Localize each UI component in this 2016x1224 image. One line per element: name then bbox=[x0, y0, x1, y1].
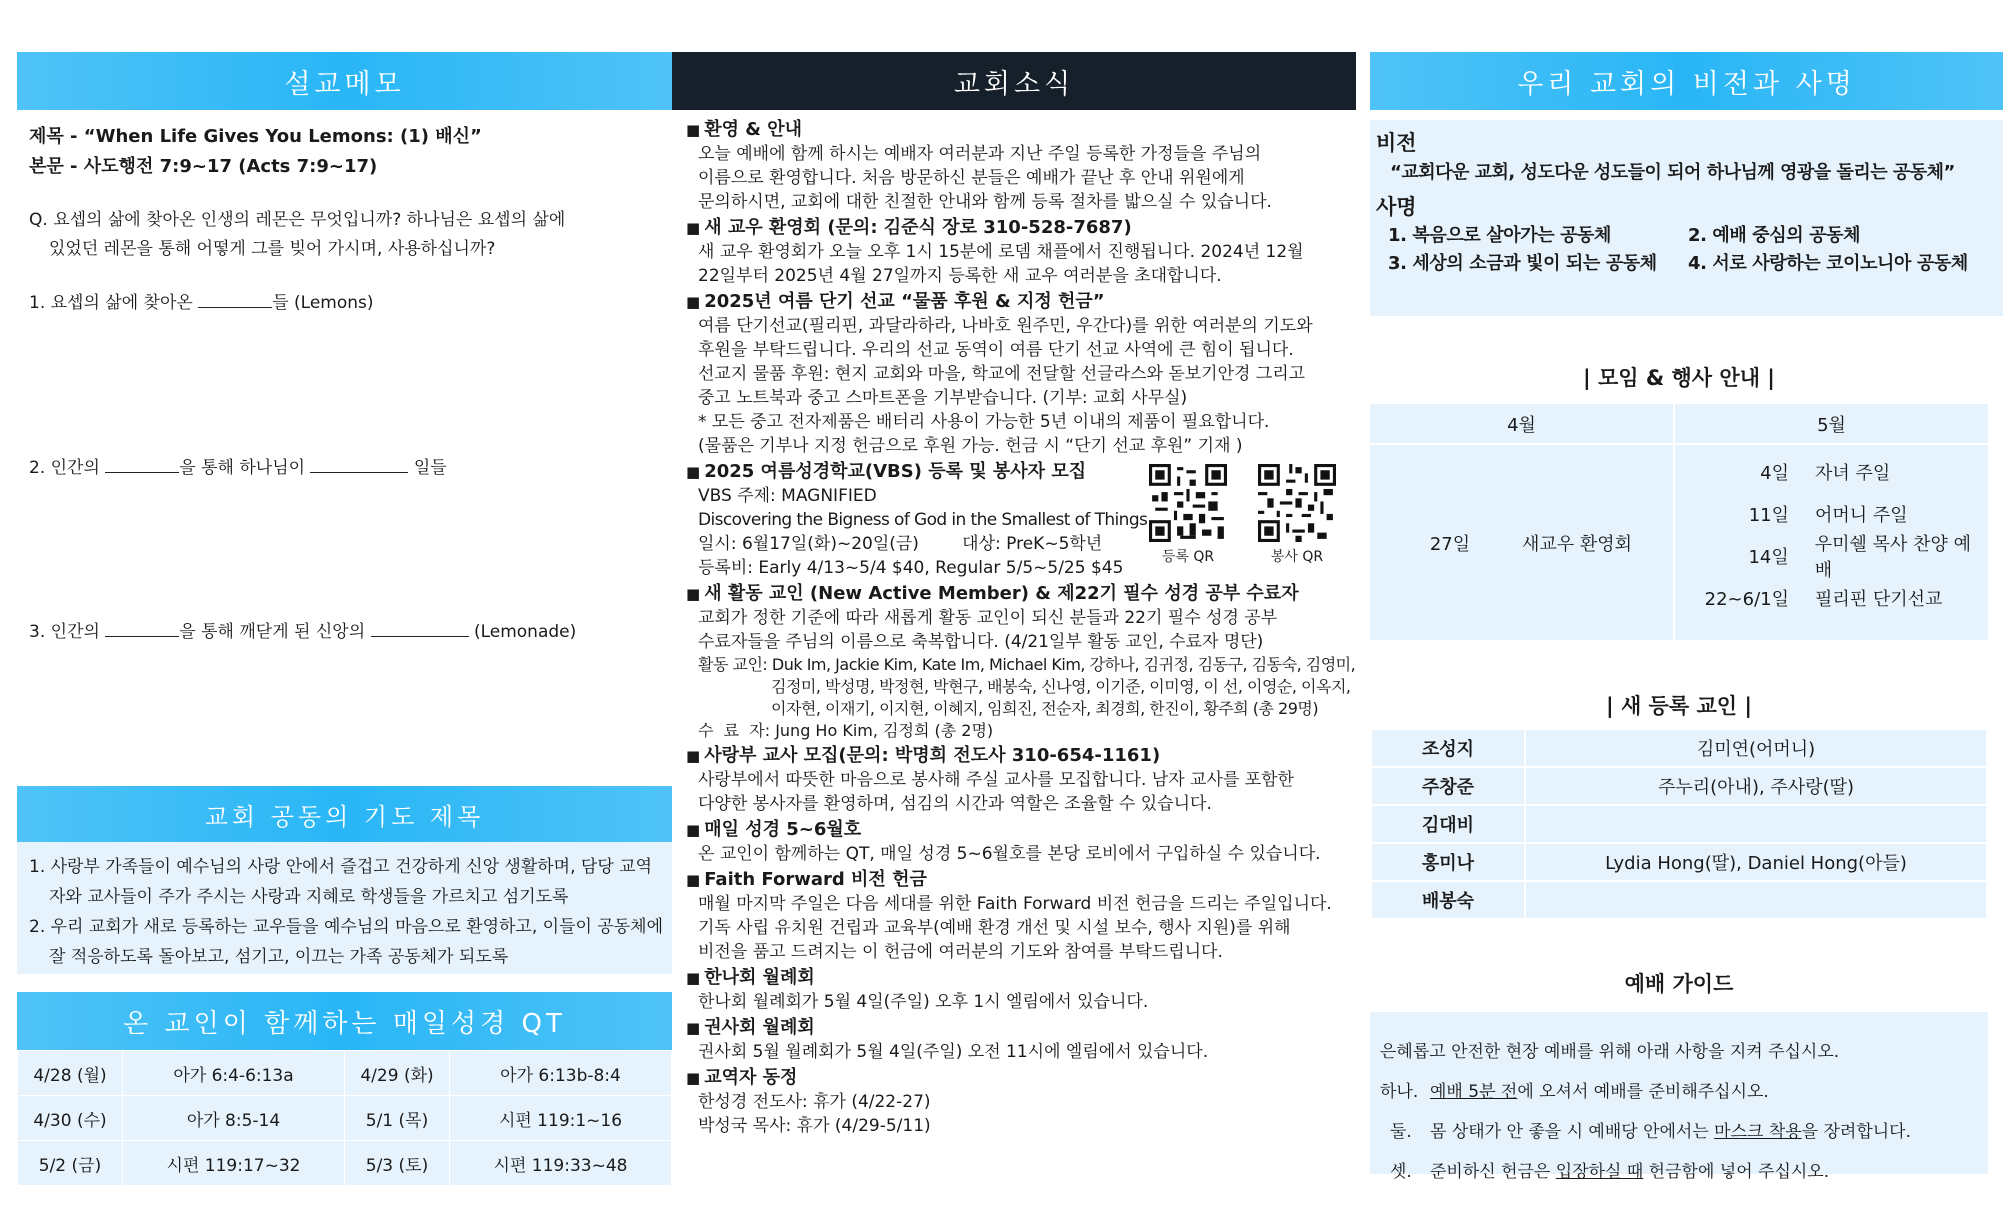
news-line: 한성경 전도사: 휴가 (4/22-27) bbox=[698, 1092, 931, 1112]
news-vbs bbox=[686, 460, 1356, 580]
news-line: 오늘 예배에 함께 하시는 예배자 여러분과 지난 주일 등록한 가정들을 주님의 bbox=[698, 144, 1262, 164]
guide-item bbox=[1380, 1152, 1988, 1192]
bullet-icon: ■ bbox=[686, 747, 701, 765]
table-row bbox=[18, 1141, 672, 1186]
memo-item-3-tail: (Lemonade) bbox=[473, 622, 577, 642]
news-heading: 권사회 월례회 bbox=[704, 1017, 815, 1038]
news-heading: 2025년 여름 단기 선교 “물품 후원 & 지정 헌금” bbox=[704, 291, 1105, 312]
news-hannah-meeting bbox=[686, 966, 1356, 1014]
guide-text: 준비하신 헌금은 bbox=[1430, 1162, 1556, 1182]
fill-blank[interactable] bbox=[198, 290, 272, 308]
event-date: 14일 bbox=[1748, 547, 1789, 568]
fill-blank[interactable] bbox=[105, 619, 179, 637]
mission-item: 1. 복음으로 살아가는 공동체 bbox=[1388, 225, 1612, 246]
bullet-icon: ■ bbox=[686, 293, 701, 311]
event-date: 4일 bbox=[1760, 463, 1789, 484]
table-row bbox=[1371, 729, 1987, 767]
event-date: 27일 bbox=[1429, 533, 1471, 555]
events-header: | 모임 & 행사 안내 | bbox=[1583, 366, 1775, 390]
memo-item-3-mid: 을 통해 깨닫게 된 신앙의 bbox=[179, 622, 366, 642]
registrant-family: 주누리(아내), 주사랑(딸) bbox=[1525, 767, 1987, 805]
guide-emphasis: 예배 5분 전 bbox=[1430, 1082, 1518, 1102]
new-registrants-table bbox=[1370, 728, 1988, 920]
table-row bbox=[18, 1051, 672, 1096]
fill-blank[interactable] bbox=[310, 455, 408, 473]
registrant-name: 조성지 bbox=[1371, 729, 1525, 767]
qt-passage: 시편 119:33~48 bbox=[450, 1141, 672, 1186]
news-body bbox=[686, 606, 1356, 654]
may-event-row bbox=[1675, 451, 1988, 493]
news-line: 기독 사립 유치원 건립과 교육부(예배 환경 개선 및 시설 보수, 행사 지원)를 위해 bbox=[698, 918, 1291, 938]
mission-label: 사명 bbox=[1376, 195, 1417, 219]
news-body bbox=[686, 142, 1356, 214]
events-col-may: 5월 bbox=[1674, 404, 1988, 444]
news-list bbox=[672, 110, 1356, 1138]
guide-emphasis: 마스크 착용 bbox=[1714, 1122, 1802, 1142]
news-body bbox=[686, 842, 1356, 866]
member-lists bbox=[686, 654, 1356, 742]
mission-item: 4. 서로 사랑하는 코이노니아 공동체 bbox=[1688, 253, 1968, 274]
guide-item bbox=[1380, 1072, 1988, 1112]
event-name: 어머니 주일 bbox=[1815, 505, 1908, 526]
memo-item-1-text: 1. 요셉의 삶에 찾아온 bbox=[29, 293, 193, 313]
news-line: 비전을 품고 드려지는 이 헌금에 여러분의 기도와 참여를 부탁드립니다. bbox=[698, 942, 1223, 962]
memo-item-3 bbox=[29, 617, 576, 642]
qt-passage: 아가 6:13b-8:4 bbox=[450, 1051, 672, 1096]
left-column bbox=[17, 52, 672, 1192]
news-line: 선교지 물품 후원: 현지 교회와 마을, 학교에 전달할 선글라스와 돋보기안경 그리고 bbox=[698, 364, 1306, 384]
sermon-memo-header: 설교메모 bbox=[17, 52, 672, 110]
memo-item-2-mid: 을 통해 하나님이 bbox=[179, 458, 306, 478]
bullet-icon: ■ bbox=[686, 969, 701, 987]
question-line-1: Q. 요셉의 삶에 찾아온 인생의 레몬은 무엇입니까? 하나님은 요셉의 삶에 bbox=[29, 210, 566, 230]
news-heading: Faith Forward 비전 헌금 bbox=[704, 869, 927, 890]
registrant-name: 주창준 bbox=[1371, 767, 1525, 805]
table-row bbox=[1370, 444, 1988, 640]
prayer-item: 2. 우리 교회가 새로 등록하는 교우들을 예수님의 마음으로 환영하고, 이들이 공동체에 잘 적응하도록 돌아보고, 섬기고, 이끄는 가족 공동체가 되도록 bbox=[29, 917, 664, 967]
bullet-icon: ■ bbox=[686, 219, 701, 237]
qt-passage: 아가 8:5-14 bbox=[123, 1096, 345, 1141]
may-event-row bbox=[1675, 577, 1988, 619]
qt-section bbox=[17, 992, 672, 1186]
mission-item: 2. 예배 중심의 공동체 bbox=[1688, 225, 1861, 246]
qt-header: 온 교인이 함께하는 매일성경 QT bbox=[17, 992, 672, 1050]
guide-number: 셋. bbox=[1390, 1162, 1412, 1182]
vision-mission-header: 우리 교회의 비전과 사명 bbox=[1370, 52, 2003, 110]
volunteer-qr-code[interactable] bbox=[1258, 464, 1336, 542]
guide-number: 둘. bbox=[1390, 1122, 1412, 1142]
right-column bbox=[1370, 52, 2003, 1192]
sermon-scripture: 본문 - 사도행전 7:9~17 (Acts 7:9~17) bbox=[29, 156, 378, 177]
question-line-2: 있었던 레몬을 통해 어떻게 그를 빚어 가시며, 사용하십니까? bbox=[49, 239, 496, 259]
middle-column bbox=[672, 52, 1356, 1192]
news-body bbox=[686, 892, 1356, 964]
news-line: 교회가 정한 기준에 따라 새롭게 활동 교인이 되신 분들과 22기 필수 성경 공부 bbox=[698, 608, 1278, 628]
guide-text: 몸 상태가 안 좋을 시 예배당 안에서는 bbox=[1430, 1122, 1715, 1142]
memo-item-1-tail: 들 (Lemons) bbox=[272, 293, 374, 313]
mission-list bbox=[1376, 222, 1997, 278]
sermon-title: 제목 - “When Life Gives You Lemons: (1) 배신” bbox=[29, 126, 482, 147]
worship-guide-box bbox=[1370, 1012, 1988, 1182]
qt-date: 5/2 (금) bbox=[18, 1141, 123, 1186]
qt-date: 5/1 (목) bbox=[345, 1096, 450, 1141]
news-heading: 2025 여름성경학교(VBS) 등록 및 봉사자 모집 bbox=[704, 461, 1087, 482]
qt-passage: 시편 119:1~16 bbox=[450, 1096, 672, 1141]
prayer-item: 1. 사랑부 가족들이 예수님의 사랑 안에서 즐겁고 건강하게 신앙 생활하며, 담당 교역자와 교사들이 주가 주시는 사랑과 지혜로 학생들을 가르치고 섬기도록 bbox=[29, 857, 652, 907]
table-row bbox=[1371, 805, 1987, 843]
bullet-icon: ■ bbox=[686, 871, 701, 889]
april-events bbox=[1370, 444, 1674, 640]
vision-label: 비전 bbox=[1376, 131, 1417, 155]
guide-intro: 은혜롭고 안전한 현장 예배를 위해 아래 사항을 지켜 주십시오. bbox=[1380, 1042, 1840, 1062]
news-heading: 한나회 월례회 bbox=[704, 967, 815, 988]
news-line: 한나회 월례회가 5월 4일(주일) 오후 1시 엘림에서 있습니다. bbox=[698, 992, 1149, 1012]
memo-item-2-tail: 일들 bbox=[413, 458, 447, 478]
may-event-row bbox=[1675, 534, 1988, 581]
registration-qr-code[interactable] bbox=[1149, 464, 1227, 542]
news-heading: 새 활동 교인 (New Active Member) & 제22기 필수 성경 공부 수료자 bbox=[704, 583, 1299, 604]
event-date: 11일 bbox=[1748, 505, 1789, 526]
registrant-family: Lydia Hong(딸), Daniel Hong(아들) bbox=[1525, 843, 1987, 881]
news-line: * 모든 중고 전자제품은 배터리 사용이 가능한 5년 이내의 제품이 필요합니다. bbox=[698, 412, 1270, 432]
sermon-title-block bbox=[29, 122, 672, 182]
qt-date: 4/30 (수) bbox=[18, 1096, 123, 1141]
memo-item-2-text: 2. 인간의 bbox=[29, 458, 100, 478]
bullet-icon: ■ bbox=[686, 585, 701, 603]
event-name: 우미쉘 목사 찬양 예배 bbox=[1814, 534, 1972, 581]
news-line: 매월 마지막 주일은 다음 세대를 위한 Faith Forward 비전 헌금을 드리는 주일입니다. bbox=[698, 894, 1332, 914]
may-events bbox=[1674, 444, 1988, 640]
qt-date: 5/3 (토) bbox=[345, 1141, 450, 1186]
bullet-icon: ■ bbox=[686, 1019, 701, 1037]
bullet-icon: ■ bbox=[686, 821, 701, 839]
qt-passage: 아가 6:4-6:13a bbox=[123, 1051, 345, 1096]
active-member-list: 활동 교인: Duk Im, Jackie Kim, Kate Im, Michael Kim, 강하나, 김귀정, 김동구, 김동숙, 김영미, 김정미, 박성명, 박정현, 박현구, 배봉숙, 신나영, 이기준, 이미영, 이 선, 이영순, 이옥지, 이자현, 이재기, 이지현, 이혜지, 임희진, 전순자, 최경희, 한진이, 황주희 (총 29명) bbox=[698, 655, 1356, 718]
memo-item-1 bbox=[29, 288, 374, 313]
event-name: 새교우 환영회 bbox=[1522, 533, 1633, 555]
news-body bbox=[686, 484, 1356, 580]
new-registrants-header: | 새 등록 교인 | bbox=[1605, 694, 1752, 718]
news-active-members bbox=[686, 582, 1356, 742]
news-line: 사랑부에서 따뜻한 마음으로 봉사해 주실 교사를 모집합니다. 남자 교사를 포함한 bbox=[698, 770, 1294, 790]
registrant-family: 김미연(어머니) bbox=[1525, 729, 1987, 767]
news-heading: 환영 & 안내 bbox=[704, 119, 802, 140]
prayer-section bbox=[17, 786, 672, 974]
event-name: 필리핀 단기선교 bbox=[1815, 589, 1943, 610]
registrant-family bbox=[1525, 805, 1987, 843]
news-line: VBS 주제: MAGNIFIED bbox=[698, 486, 877, 506]
news-line: (물품은 기부나 지정 헌금으로 후원 가능. 헌금 시 “단기 선교 후원” 기재 ) bbox=[698, 436, 1243, 456]
news-deaconess-meeting bbox=[686, 1016, 1356, 1064]
prayer-header: 교회 공동의 기도 제목 bbox=[17, 786, 672, 842]
news-new-member-welcome bbox=[686, 216, 1356, 288]
event-date: 22~6/1일 bbox=[1704, 589, 1789, 610]
fill-blank[interactable] bbox=[371, 619, 469, 637]
news-body bbox=[686, 314, 1356, 458]
memo-item-2 bbox=[29, 453, 447, 478]
vision-mission-box bbox=[1370, 120, 2003, 316]
bullet-icon: ■ bbox=[686, 121, 701, 139]
table-row bbox=[1371, 843, 1987, 881]
table-row bbox=[1370, 404, 1988, 444]
prayer-list bbox=[17, 842, 672, 972]
church-news-header: 교회소식 bbox=[672, 52, 1356, 110]
qt-date: 4/28 (월) bbox=[18, 1051, 123, 1096]
news-heading: 교역자 동정 bbox=[704, 1067, 798, 1088]
news-line: 박성국 목사: 휴가 (4/29-5/11) bbox=[698, 1116, 931, 1136]
news-body bbox=[686, 768, 1356, 816]
news-summer-mission bbox=[686, 290, 1356, 458]
events-table bbox=[1370, 404, 1988, 640]
news-line: 새 교우 환영회가 오늘 오후 1시 15분에 로뎀 채플에서 진행됩니다. 2024년 12월 bbox=[698, 242, 1304, 262]
news-faith-forward bbox=[686, 868, 1356, 964]
fill-blank[interactable] bbox=[105, 455, 179, 473]
sermon-question bbox=[29, 206, 672, 264]
news-line: 등록비: Early 4/13~5/4 $40, Regular 5/5~5/25 $45 bbox=[698, 558, 1124, 578]
guide-emphasis: 입장하실 때 bbox=[1555, 1162, 1644, 1182]
news-welcome bbox=[686, 118, 1356, 214]
guide-text: 헌금함에 넣어 주십시오. bbox=[1643, 1162, 1830, 1182]
news-line: 다양한 봉사자를 환영하며, 섬김의 시간과 역할은 조율할 수 있습니다. bbox=[698, 794, 1212, 814]
news-heading: 새 교우 환영회 (문의: 김준식 장로 310-528-7687) bbox=[704, 217, 1132, 238]
news-staff-updates bbox=[686, 1066, 1356, 1138]
bullet-icon: ■ bbox=[686, 1069, 701, 1087]
registrant-family bbox=[1525, 881, 1987, 919]
news-body bbox=[686, 1040, 1356, 1064]
news-line: 온 교인이 함께하는 QT, 매일 성경 5~6월호를 본당 로비에서 구입하실 수 있습니다. bbox=[698, 844, 1321, 864]
guide-text: 에 오셔서 예배를 준비해주십시오. bbox=[1517, 1082, 1769, 1102]
news-teacher-recruit bbox=[686, 744, 1356, 816]
table-row bbox=[18, 1096, 672, 1141]
guide-text: 을 장려합니다. bbox=[1801, 1122, 1912, 1142]
qt-date: 4/29 (화) bbox=[345, 1051, 450, 1096]
registrant-name: 김대비 bbox=[1371, 805, 1525, 843]
bullet-icon: ■ bbox=[686, 463, 701, 481]
news-line: 수료자들을 주님의 이름으로 축복합니다. (4/21일부 활동 교인, 수료자 명단) bbox=[698, 632, 1264, 652]
news-line: 일시: 6월17일(화)~20일(금) 대상: PreK~5학년 bbox=[698, 534, 1103, 554]
news-line: 문의하시면, 교회에 대한 친절한 안내와 함께 등록 절차를 밟으실 수 있습니다. bbox=[698, 192, 1272, 212]
news-body bbox=[686, 1090, 1356, 1138]
news-heading: 매일 성경 5~6월호 bbox=[704, 819, 862, 840]
qt-passage: 시편 119:17~32 bbox=[123, 1141, 345, 1186]
news-body bbox=[686, 990, 1356, 1014]
news-body bbox=[686, 240, 1356, 288]
news-line: Discovering the Bigness of God in the Smallest of Things bbox=[698, 510, 1148, 530]
guide-number: 하나. bbox=[1380, 1082, 1419, 1102]
may-event-row bbox=[1675, 493, 1988, 535]
registrant-name: 배봉숙 bbox=[1371, 881, 1525, 919]
events-col-april: 4월 bbox=[1370, 404, 1674, 444]
news-line: 22일부터 2025년 4월 27일까지 등록한 새 교우 여러분을 초대합니다. bbox=[698, 266, 1222, 286]
registration-qr-label: 등록 QR bbox=[1161, 549, 1215, 565]
news-line: 이름으로 환영합니다. 처음 방문하신 분들은 예배가 끝난 후 안내 위원에게 bbox=[698, 168, 1245, 188]
news-daily-bible bbox=[686, 818, 1356, 866]
news-line: 후원을 부탁드립니다. 우리의 선교 동역이 여름 단기 선교 사역에 큰 힘이 됩니다. bbox=[698, 340, 1294, 360]
table-row bbox=[1371, 767, 1987, 805]
volunteer-qr-label: 봉사 QR bbox=[1270, 549, 1324, 565]
guide-item bbox=[1380, 1112, 1988, 1152]
registrant-name: 홍미나 bbox=[1371, 843, 1525, 881]
news-line: 중고 노트북과 중고 스마트폰을 기부받습니다. (기부: 교회 사무실) bbox=[698, 388, 1188, 408]
mission-item: 3. 세상의 소금과 빛이 되는 공동체 bbox=[1388, 253, 1657, 274]
news-heading: 사랑부 교사 모집(문의: 박명희 전도사 310-654-1161) bbox=[704, 745, 1161, 766]
graduate-list: 수 료 자: Jung Ho Kim, 김정희 (총 2명) bbox=[698, 721, 994, 740]
event-name: 자녀 주일 bbox=[1815, 463, 1891, 484]
news-line: 권사회 5월 월례회가 5월 4일(주일) 오전 11시에 엘림에서 있습니다. bbox=[698, 1042, 1209, 1062]
qt-table bbox=[17, 1050, 672, 1186]
april-event-row bbox=[1370, 530, 1673, 556]
vision-statement: “교회다운 교회, 성도다운 성도들이 되어 하나님께 영광을 돌리는 공동체” bbox=[1390, 162, 1955, 183]
memo-item-3-text: 3. 인간의 bbox=[29, 622, 100, 642]
table-row bbox=[1371, 881, 1987, 919]
worship-guide-header: 예배 가이드 bbox=[1624, 972, 1734, 996]
news-line: 여름 단기선교(필리핀, 과달라하라, 나바호 원주민, 우간다)를 위한 여러분의 기도와 bbox=[698, 316, 1313, 336]
